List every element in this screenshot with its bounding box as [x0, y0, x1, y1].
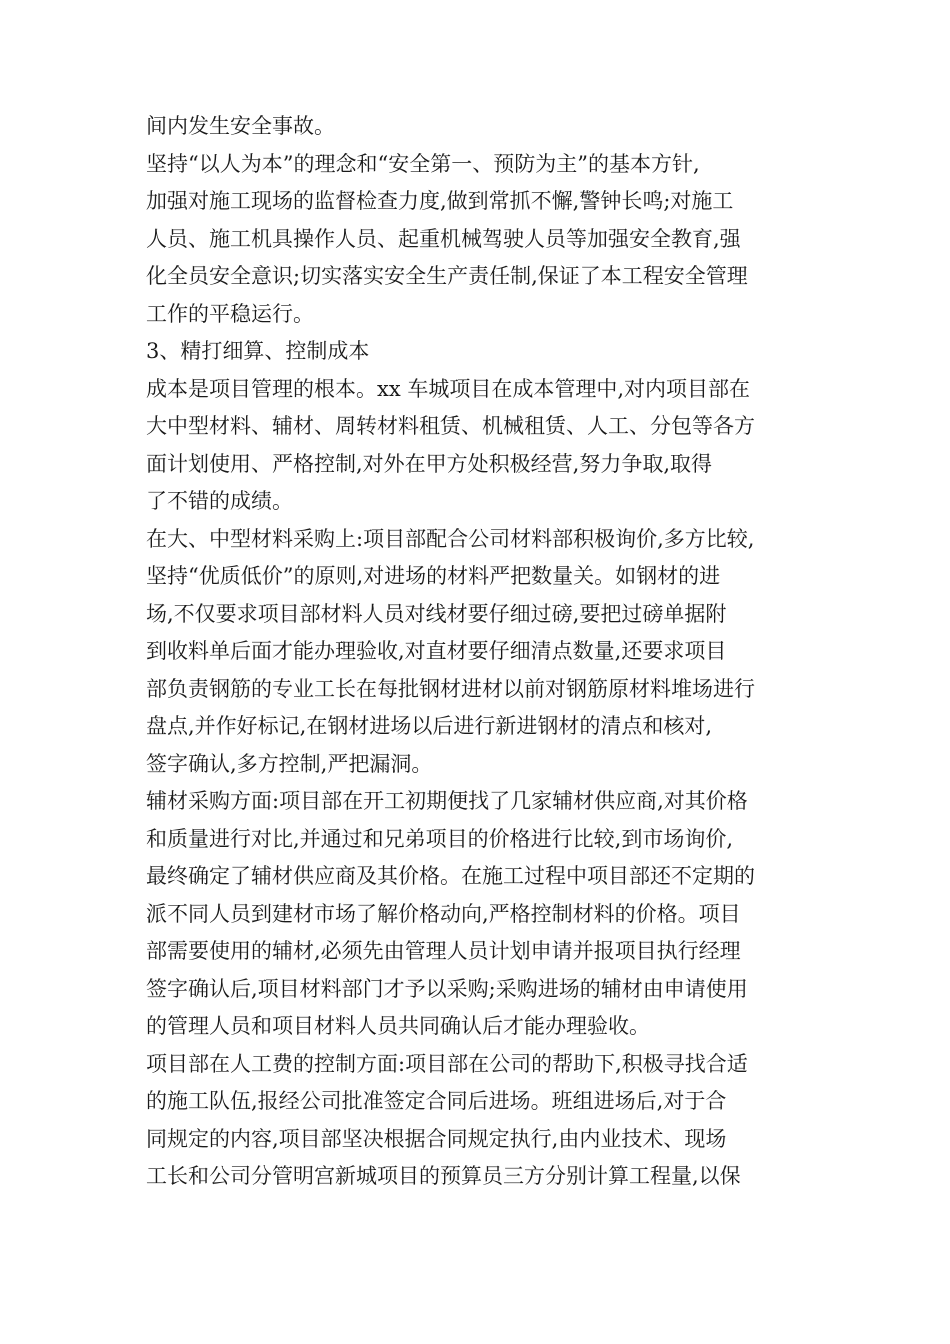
text-line: 工长和公司分管明宫新城项目的预算员三方分别计算工程量,以保: [146, 1164, 741, 1188]
text-line: 化全员安全意识;切实落实安全生产责任制,保证了本工程安全管理: [146, 264, 748, 288]
text-line: 签字确认后,项目材料部门才予以采购;采购进场的辅材由申请使用: [146, 976, 748, 1001]
text-line: 大中型材料、辅材、周转材料租赁、机械租赁、人工、分包等各方: [146, 414, 755, 438]
text-line: 派不同人员到建材市场了解价格动向,严格控制材料的价格。项目: [146, 901, 741, 926]
text-line: 场,不仅要求项目部材料人员对线材要仔细过磅,要把过磅单据附: [146, 601, 727, 626]
text-line: 加强对施工现场的监督检查力度,做到常抓不懈,警钟长鸣;对施工: [146, 189, 734, 213]
document-body: [146, 108, 814, 1196]
text-line: 间内发生安全事故。: [146, 114, 335, 138]
text-line: 在大、中型材料采购上:项目部配合公司材料部积极询价,多方比较,: [146, 526, 755, 551]
text-line: 的施工队伍,报经公司批准签定合同后进场。班组进场后,对于合: [146, 1089, 727, 1113]
text-line: 最终确定了辅材供应商及其价格。在施工过程中项目部还不定期的: [146, 864, 755, 888]
section-heading: 3、精打细算、控制成本: [146, 339, 370, 363]
text-line: 的管理人员和项目材料人员共同确认后才能办理验收。: [146, 1014, 650, 1038]
text-line: 部负责钢筋的专业工长在每批钢材进材以前对钢筋原材料堆场进行: [146, 676, 755, 701]
text-line: 面计划使用、严格控制,对外在甲方处积极经营,努力争取,取得: [146, 451, 713, 476]
text-line: 人员、施工机具操作人员、起重机械驾驶人员等加强安全教育,强: [146, 226, 741, 251]
text-line: 部需要使用的辅材,必须先由管理人员计划申请并报项目执行经理: [146, 939, 741, 963]
text-line: 项目部在人工费的控制方面:项目部在公司的帮助下,积极寻找合适: [146, 1051, 748, 1076]
text-line: 盘点,并作好标记,在钢材进场以后进行新进钢材的清点和核对,: [146, 714, 713, 738]
text-line: 成本是项目管理的根本。xx 车城项目在成本管理中,对内项目部在: [146, 376, 751, 401]
text-line: 坚持“优质低价”的原则,对进场的材料严把数量关。如钢材的进: [146, 564, 721, 588]
text-line: 到收料单后面才能办理验收,对直材要仔细清点数量,还要求项目: [146, 639, 727, 663]
text-line: 了不错的成绩。: [146, 489, 293, 513]
text-line: 签字确认,多方控制,严把漏洞。: [146, 751, 433, 776]
text-line: 和质量进行对比,并通过和兄弟项目的价格进行比较,到市场询价,: [146, 826, 734, 851]
text-line: 工作的平稳运行。: [146, 301, 314, 326]
text-line: 同规定的内容,项目部坚决根据合同规定执行,由内业技术、现场: [146, 1126, 727, 1151]
text-line: 坚持“以人为本”的理念和“安全第一、预防为主”的基本方针,: [146, 151, 700, 176]
text-line: 辅材采购方面:项目部在开工初期便找了几家辅材供应商,对其价格: [146, 789, 748, 813]
